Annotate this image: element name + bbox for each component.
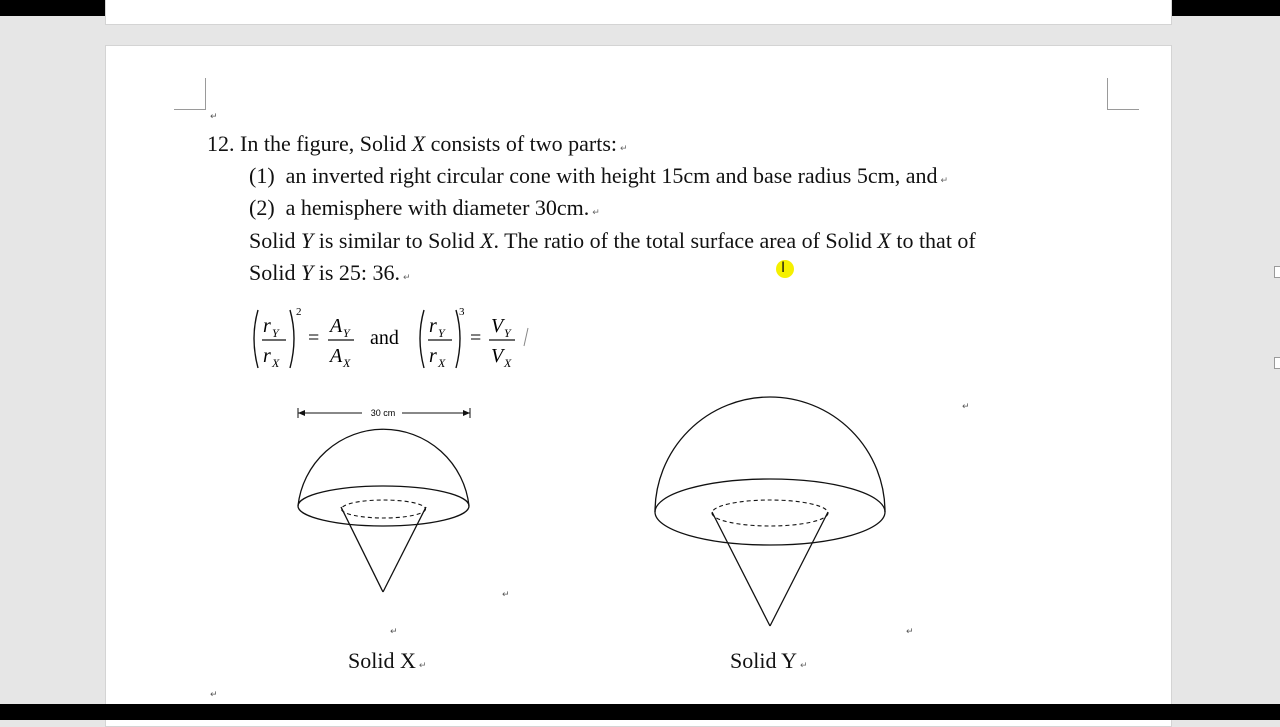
left-paren	[254, 310, 258, 368]
paragraph-mark: ↵	[620, 144, 628, 154]
variable-x: X	[411, 131, 426, 156]
margin-corner-top-left	[174, 78, 206, 110]
solid-y-label-text: Solid Y	[730, 648, 798, 673]
scrollbar-marker[interactable]	[1274, 357, 1280, 369]
left-paren	[420, 310, 424, 368]
margin-corner-top-right	[1107, 78, 1139, 110]
equals-sign: =	[470, 327, 482, 349]
solid-y-label	[730, 648, 808, 679]
variable-x: X	[877, 228, 891, 253]
subscript-y: Y	[438, 326, 445, 340]
and-word: and	[370, 327, 399, 349]
dimension-label: 30 cm	[370, 408, 396, 418]
hemisphere-base	[298, 486, 469, 526]
text-cursor-icon: I	[781, 260, 786, 276]
cone-side	[770, 512, 828, 626]
formula-equation[interactable]	[248, 302, 548, 374]
hemisphere-base	[655, 479, 885, 545]
right-paren	[290, 310, 294, 368]
dimension-arrow	[298, 410, 305, 416]
solids-figure	[0, 395, 1280, 645]
fraction-r-denominator: r	[263, 345, 271, 367]
similarity-text-c: is similar to Solid	[318, 228, 475, 253]
paragraph-mark: ↵	[940, 176, 949, 186]
fraction-r-numerator: r	[263, 315, 271, 337]
solid-x-label-text: Solid X	[348, 648, 416, 673]
dimension-arrow	[463, 410, 470, 416]
cone-side	[712, 512, 770, 626]
exponent-3: 3	[459, 306, 465, 318]
part-2-text: a hemisphere with diameter 30cm.	[285, 195, 590, 220]
paragraph-mark: ↵	[592, 208, 600, 218]
part-1-number: (1)	[249, 163, 275, 188]
cone-side	[383, 507, 426, 592]
part-1-text: an inverted right circular cone with height 15cm and base radius 5cm, and	[285, 163, 938, 188]
question-number: 12.	[207, 131, 235, 156]
volume-y: V	[491, 315, 504, 337]
part-1-line[interactable]	[249, 163, 948, 194]
variable-x: X	[480, 228, 494, 253]
hemisphere-dome	[298, 429, 469, 506]
hemisphere-dome	[655, 397, 885, 512]
ratio-line[interactable]	[249, 260, 411, 291]
subscript-y: Y	[343, 326, 350, 340]
question-intro-line[interactable]	[207, 131, 628, 162]
variable-y: Y	[300, 228, 314, 253]
right-paren	[456, 310, 460, 368]
paragraph-mark: ↵	[962, 402, 970, 412]
area-x: A	[330, 345, 343, 367]
paragraph-mark: ↵	[210, 112, 218, 122]
previous-page-bottom	[105, 0, 1172, 25]
question-intro-text: In the figure, Solid	[240, 131, 407, 156]
subscript-x: X	[272, 356, 280, 370]
subscript-x: X	[438, 356, 446, 370]
solid-x-label	[348, 648, 426, 679]
question-intro-text-end: consists of two parts:	[430, 131, 618, 156]
subscript-x: X	[504, 356, 512, 370]
window-bottom-bar	[0, 704, 1280, 720]
scrollbar-marker[interactable]	[1274, 266, 1280, 278]
solid-y-drawing	[655, 397, 885, 626]
solid-x-drawing	[298, 406, 470, 592]
fraction-r-numerator: r	[429, 315, 437, 337]
paragraph-mark: ↵	[210, 690, 218, 700]
paragraph-mark: ↵	[403, 273, 411, 283]
ratio-text-c: is 25: 36.	[318, 260, 401, 285]
paragraph-mark: ↵	[418, 661, 427, 671]
volume-x: V	[491, 345, 504, 367]
similarity-text-e: . The ratio of the total surface area of Solid	[493, 228, 872, 253]
exponent-2: 2	[296, 306, 302, 318]
formula-end-mark	[524, 328, 528, 346]
subscript-y: Y	[272, 326, 279, 340]
similarity-text-a: Solid	[249, 228, 296, 253]
part-2-line[interactable]	[249, 195, 600, 226]
variable-y: Y	[300, 260, 314, 285]
cone-side	[341, 507, 383, 592]
fraction-r-denominator: r	[429, 345, 437, 367]
part-2-number: (2)	[249, 195, 275, 220]
subscript-y: Y	[504, 326, 511, 340]
similarity-line[interactable]	[249, 228, 976, 254]
cone-base-hidden	[712, 500, 828, 526]
cone-base-hidden	[342, 500, 426, 518]
subscript-x: X	[343, 356, 351, 370]
equals-sign: =	[308, 327, 320, 349]
paragraph-mark: ↵	[502, 590, 510, 600]
similarity-text-g: to that of	[896, 228, 976, 253]
ratio-text-a: Solid	[249, 260, 296, 285]
area-y: A	[330, 315, 343, 337]
paragraph-mark: ↵	[906, 627, 914, 637]
paragraph-mark: ↵	[800, 661, 808, 671]
paragraph-mark: ↵	[390, 627, 398, 637]
